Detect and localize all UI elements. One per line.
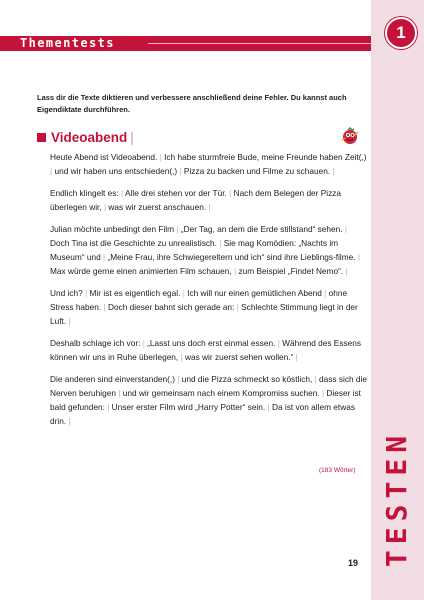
section-heading	[37, 128, 134, 146]
dictation-pause-marker: |	[344, 224, 348, 234]
dictation-pause-marker: |	[182, 288, 185, 298]
dictation-pause-marker: |	[180, 352, 183, 362]
dictation-pause-marker: |	[107, 402, 110, 412]
dictation-pause-marker: |	[68, 316, 71, 326]
dictation-pause-marker: |	[324, 288, 327, 298]
square-bullet-icon	[37, 133, 46, 142]
page-number: 19	[348, 558, 359, 568]
paragraph: Und ich? | Mir ist es eigentlich egal. | Ich will nur einen gemütlichen Abend | ohne Stress haben. | Doch dieser bahnt sich gerade an: | Schlechte Stimmung liegt in der Luft. |	[50, 288, 358, 326]
dictation-pause-marker: |	[357, 252, 361, 262]
paragraph: Julian möchte unbedingt den Film | „Der Tag, an dem die Erde stillstand“ sehen. | Doch Tina ist die Geschichte zu unrealistisch. | Sie mag Komödien: „Nachts im Museum“ und | „Meine Frau, ihre Schwiegereltern und ich“ sind ihre Lieblings-filme. | Max würde gerne einen animierten Film schauen, | zum Beispiel „Findet Nemo“. |	[50, 224, 361, 276]
page-title: Thementests	[20, 36, 115, 50]
dictation-pause-marker: |	[321, 388, 325, 398]
dictation-pause-marker: |	[118, 388, 121, 398]
dictation-pause-marker: |	[219, 238, 222, 248]
dictation-pause-marker: |	[234, 266, 237, 276]
dictation-pause-marker: |	[236, 302, 239, 312]
paragraph: Deshalb schlage ich vor: | „Lasst uns doch erst einmal essen. | Während des Essens können wir uns in Ruhe überlegen, | was wir zuerst sehen wollen.“ |	[50, 338, 362, 362]
dictation-pause-marker: |	[332, 166, 335, 176]
dictation-pause-marker: |	[85, 288, 88, 298]
dictation-pause-marker: |	[50, 166, 53, 176]
paragraph: Endlich klingelt es: | Alle drei stehen vor der Tür. | Nach dem Belegen der Pizza überlegen wir, | was wir zuerst anschauen. |	[50, 188, 342, 212]
dictation-pause-marker: |	[142, 338, 145, 348]
paragraph: Heute Abend ist Videoabend. | Ich habe sturmfreie Bude, meine Freunde haben Zeit(,) | und wir haben uns entschieden(,) | Pizza zu backen und Filme zu schauen. |	[50, 152, 367, 176]
sidebar-label	[379, 428, 415, 568]
chapter-badge: 1	[385, 17, 417, 49]
dictation-pause-marker: |	[345, 266, 348, 276]
dictation-pause-marker: |	[103, 302, 106, 312]
paragraph: Die anderen sind einverstanden(,) | und die Pizza schmeckt so köstlich, | dass sich die Nerven beruhigen | und wir gemeinsam nach einem Kompromiss suchen. | Dieser ist bald gefunden: | Unser erster Film wird „Harry Potter“ sein. | Da ist von allem etwas drin. |	[50, 374, 368, 426]
dictation-pause-marker: |	[103, 202, 107, 212]
dictation-pause-marker: |	[267, 402, 270, 412]
header-divider	[148, 43, 371, 44]
word-count: (183 Wörter)	[319, 467, 356, 474]
dictation-pause-marker: |	[179, 166, 182, 176]
dictation-pause-marker: |	[314, 374, 317, 384]
dictation-pause-marker: |	[177, 374, 180, 384]
dictation-pause-marker: |	[121, 188, 124, 198]
dictation-pause-marker: |	[208, 202, 211, 212]
sidebar-label-text: TESTEN	[380, 429, 414, 567]
dictation-pause-marker: |	[295, 352, 298, 362]
dictation-pause-marker: |	[68, 416, 71, 426]
instruction-text: Lass dir die Texte diktieren und verbessere anschließend deine Fehler. Du kannst auch Eigendiktate durchführen.	[37, 93, 347, 114]
dictation-pause-marker: |	[103, 252, 106, 262]
dictation-pause-marker: |	[229, 188, 232, 198]
dictation-text	[50, 150, 368, 436]
dictation-pause-marker: |	[176, 224, 179, 234]
section-title: Videoabend	[51, 129, 128, 145]
dictation-pause-marker: |	[159, 152, 162, 162]
section-title-pipe: |	[130, 129, 134, 145]
dictation-pause-marker: |	[277, 338, 280, 348]
tomato-mascot-icon	[340, 126, 360, 146]
